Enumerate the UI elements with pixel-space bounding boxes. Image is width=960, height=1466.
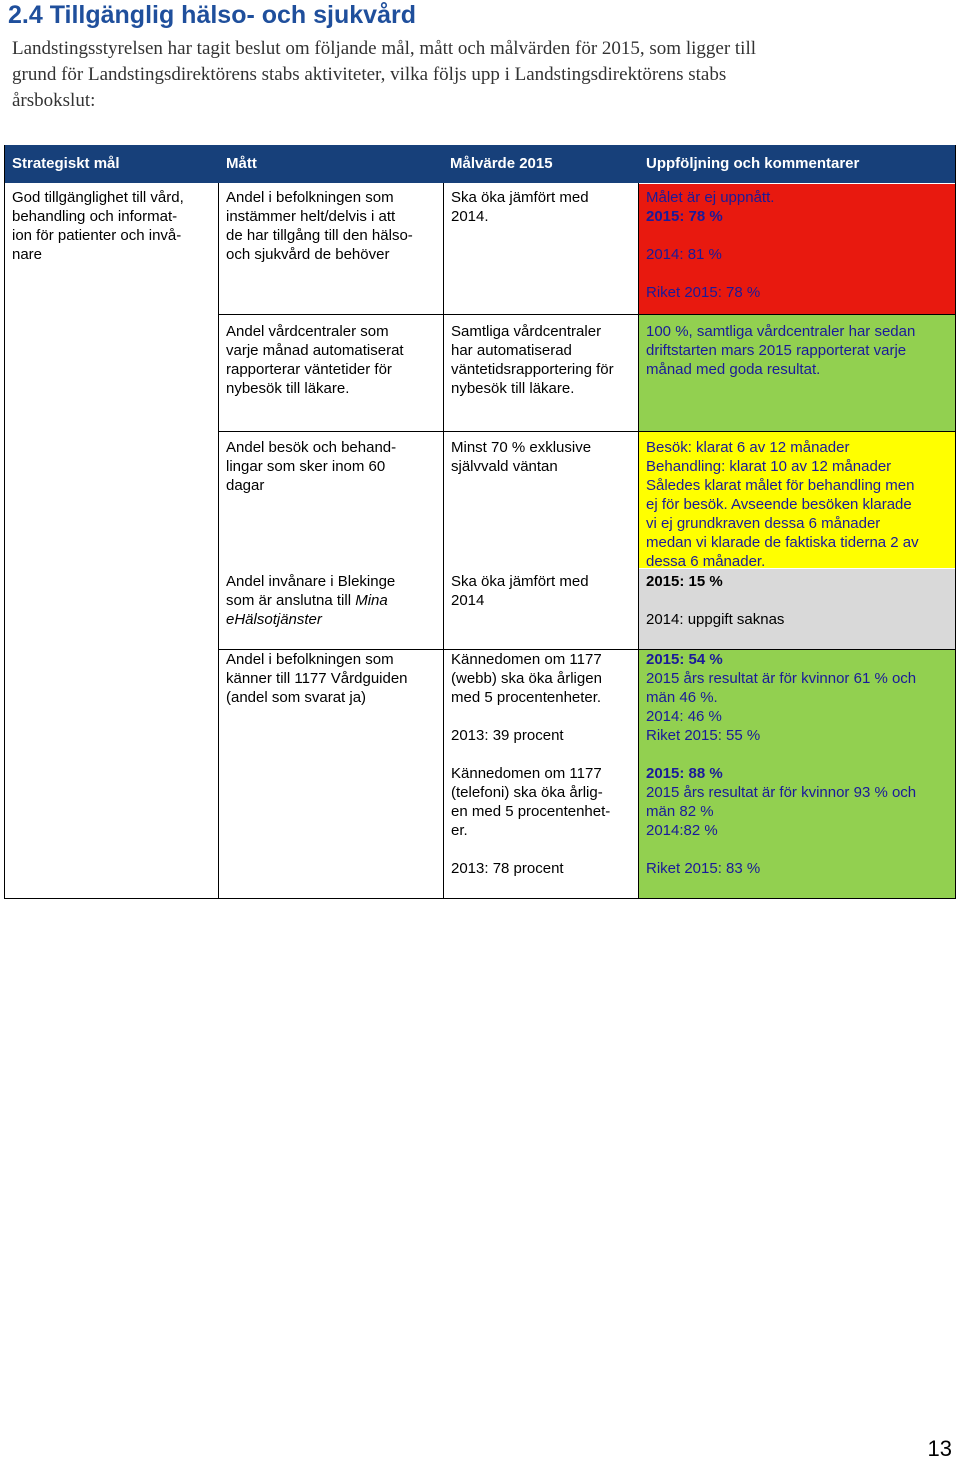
target-cell	[445, 438, 637, 476]
goal-line: God tillgänglighet till vård,	[12, 189, 184, 206]
cell-line: Minst 70 % exklusive	[451, 439, 592, 456]
measure-cell	[220, 572, 442, 629]
intro-paragraph	[12, 36, 952, 114]
cell-text: som är anslutna till	[226, 592, 356, 609]
cell-line: Kännedomen om 1177	[451, 765, 602, 782]
cell-line: Riket 2015: 83 %	[646, 860, 761, 877]
cell-line: Kännedomen om 1177	[451, 651, 602, 668]
cell-line: Således klarat målet för behandling men	[646, 477, 915, 494]
cell-line: 2015: 15 %	[646, 573, 723, 590]
cell-line: väntetidsrapportering för	[451, 361, 614, 378]
cell-line	[226, 591, 436, 610]
cell-line: en med 5 procentenhet-	[451, 803, 611, 820]
cell-line: 2013: 78 procent	[451, 860, 564, 877]
strategic-goal-cell	[6, 188, 218, 264]
cell-line: månad med goda resultat.	[646, 361, 821, 378]
cell-line: 2014: 81 %	[646, 246, 722, 263]
cell-line	[646, 264, 950, 283]
cell-line: medan vi klarade de faktiska tiderna 2 av	[646, 534, 919, 551]
cell-line: män 46 %.	[646, 689, 718, 706]
cell-line	[646, 591, 950, 610]
measure-cell	[220, 438, 442, 495]
followup-cell	[640, 438, 956, 571]
cell-line: 2015: 54 %	[646, 651, 723, 668]
cell-line: dagar	[226, 477, 265, 494]
cell-line: (andel som svarat ja)	[226, 689, 367, 706]
cell-line: har automatiserad	[451, 342, 572, 359]
cell-line: eHälsotjänster	[226, 611, 322, 628]
cell-line: 2015: 78 %	[646, 208, 723, 225]
cell-line: 100 %, samtliga vårdcentraler har sedan	[646, 323, 916, 340]
intro-line: årsbokslut:	[12, 90, 96, 111]
cell-line: dessa 6 månader.	[646, 553, 766, 570]
followup-cell	[640, 572, 956, 629]
followup-cell	[640, 322, 956, 379]
cell-line: Ska öka jämfört med	[451, 189, 589, 206]
measure-cell	[220, 322, 442, 398]
cell-line: och sjukvård de behöver	[226, 246, 390, 263]
cell-line	[451, 707, 631, 726]
cell-line: män 82 %	[646, 803, 714, 820]
goal-line: behandling och informat-	[12, 208, 178, 225]
cell-line	[646, 840, 950, 859]
target-cell	[445, 764, 637, 878]
column-divider	[638, 183, 639, 899]
cell-line: 2014	[451, 592, 485, 609]
table-border-bottom	[4, 898, 956, 899]
intro-line: grund för Landstingsdirektörens stabs aktiviteter, vilka följs upp i Landstingsdirektörens stabs	[12, 64, 727, 85]
row-divider	[218, 431, 956, 432]
header-strategic-goal: Strategiskt mål	[12, 155, 120, 172]
goal-line: ion för patienter och invå-	[12, 227, 182, 244]
intro-line: Landstingsstyrelsen har tagit beslut om följande mål, mått och målvärden för 2015, som ligger till	[12, 38, 757, 59]
cell-line: instämmer helt/delvis i att	[226, 208, 396, 225]
table-border-left	[4, 145, 5, 899]
cell-line: självvald väntan	[451, 458, 558, 475]
cell-line: Besök: klarat 6 av 12 månader	[646, 439, 850, 456]
target-cell	[445, 322, 637, 398]
cell-line: de har tillgång till den hälso-	[226, 227, 413, 244]
measure-cell	[220, 650, 442, 707]
cell-line: 2015 års resultat är för kvinnor 61 % och	[646, 670, 917, 687]
cell-line: 2013: 39 procent	[451, 727, 564, 744]
cell-line: Målet är ej uppnått.	[646, 189, 775, 206]
table-header	[4, 145, 956, 183]
cell-line: Riket 2015: 55 %	[646, 727, 761, 744]
cell-line: Riket 2015: 78 %	[646, 284, 761, 301]
column-divider	[218, 183, 219, 899]
cell-line: vi ej grundkraven dessa 6 månader	[646, 515, 881, 532]
cell-line: Andel i befolkningen som	[226, 651, 394, 668]
target-cell	[445, 650, 637, 745]
cell-line: driftstarten mars 2015 rapporterat varje	[646, 342, 907, 359]
cell-line: Andel besök och behand-	[226, 439, 397, 456]
cell-line: 2015 års resultat är för kvinnor 93 % och	[646, 784, 917, 801]
goal-line: nare	[12, 246, 43, 263]
cell-line: er.	[451, 822, 468, 839]
target-cell	[445, 572, 637, 610]
cell-line: nybesök till läkare.	[226, 380, 350, 397]
cell-text-italic: Mina	[355, 592, 388, 609]
cell-line: 2014:82 %	[646, 822, 718, 839]
page-number: 13	[927, 1436, 952, 1461]
cell-line: lingar som sker inom 60	[226, 458, 386, 475]
cell-line: 2014.	[451, 208, 489, 225]
header-target: Målvärde 2015	[450, 155, 553, 172]
followup-cell	[640, 650, 956, 745]
cell-line: Behandling: klarat 10 av 12 månader	[646, 458, 892, 475]
cell-line: Andel invånare i Blekinge	[226, 573, 396, 590]
cell-line: nybesök till läkare.	[451, 380, 575, 397]
cell-line: varje månad automatiserat	[226, 342, 404, 359]
cell-line: med 5 procentenheter.	[451, 689, 602, 706]
cell-line: Andel i befolkningen som	[226, 189, 394, 206]
target-cell	[445, 188, 637, 226]
cell-line: rapporterar väntetider för	[226, 361, 392, 378]
followup-cell	[640, 188, 956, 302]
cell-line: (webb) ska öka årligen	[451, 670, 602, 687]
cell-line: Andel vårdcentraler som	[226, 323, 389, 340]
header-measure: Mått	[226, 155, 257, 172]
cell-line: ej för besök. Avseende besöken klarade	[646, 496, 912, 513]
column-divider	[443, 183, 444, 899]
cell-line: (telefoni) ska öka årlig-	[451, 784, 603, 801]
cell-line: 2014: uppgift saknas	[646, 611, 785, 628]
cell-line: 2014: 46 %	[646, 708, 722, 725]
row-divider	[218, 314, 956, 315]
cell-line: Samtliga vårdcentraler	[451, 323, 602, 340]
cell-line: känner till 1177 Vårdguiden	[226, 670, 408, 687]
followup-cell	[640, 764, 956, 878]
cell-line: Ska öka jämfört med	[451, 573, 589, 590]
section-heading: 2.4 Tillgänglig hälso- och sjukvård	[8, 1, 416, 29]
cell-line: 2015: 88 %	[646, 765, 723, 782]
cell-line	[451, 840, 631, 859]
header-followup: Uppföljning och kommentarer	[646, 155, 860, 172]
measure-cell	[220, 188, 442, 264]
cell-line	[646, 226, 950, 245]
